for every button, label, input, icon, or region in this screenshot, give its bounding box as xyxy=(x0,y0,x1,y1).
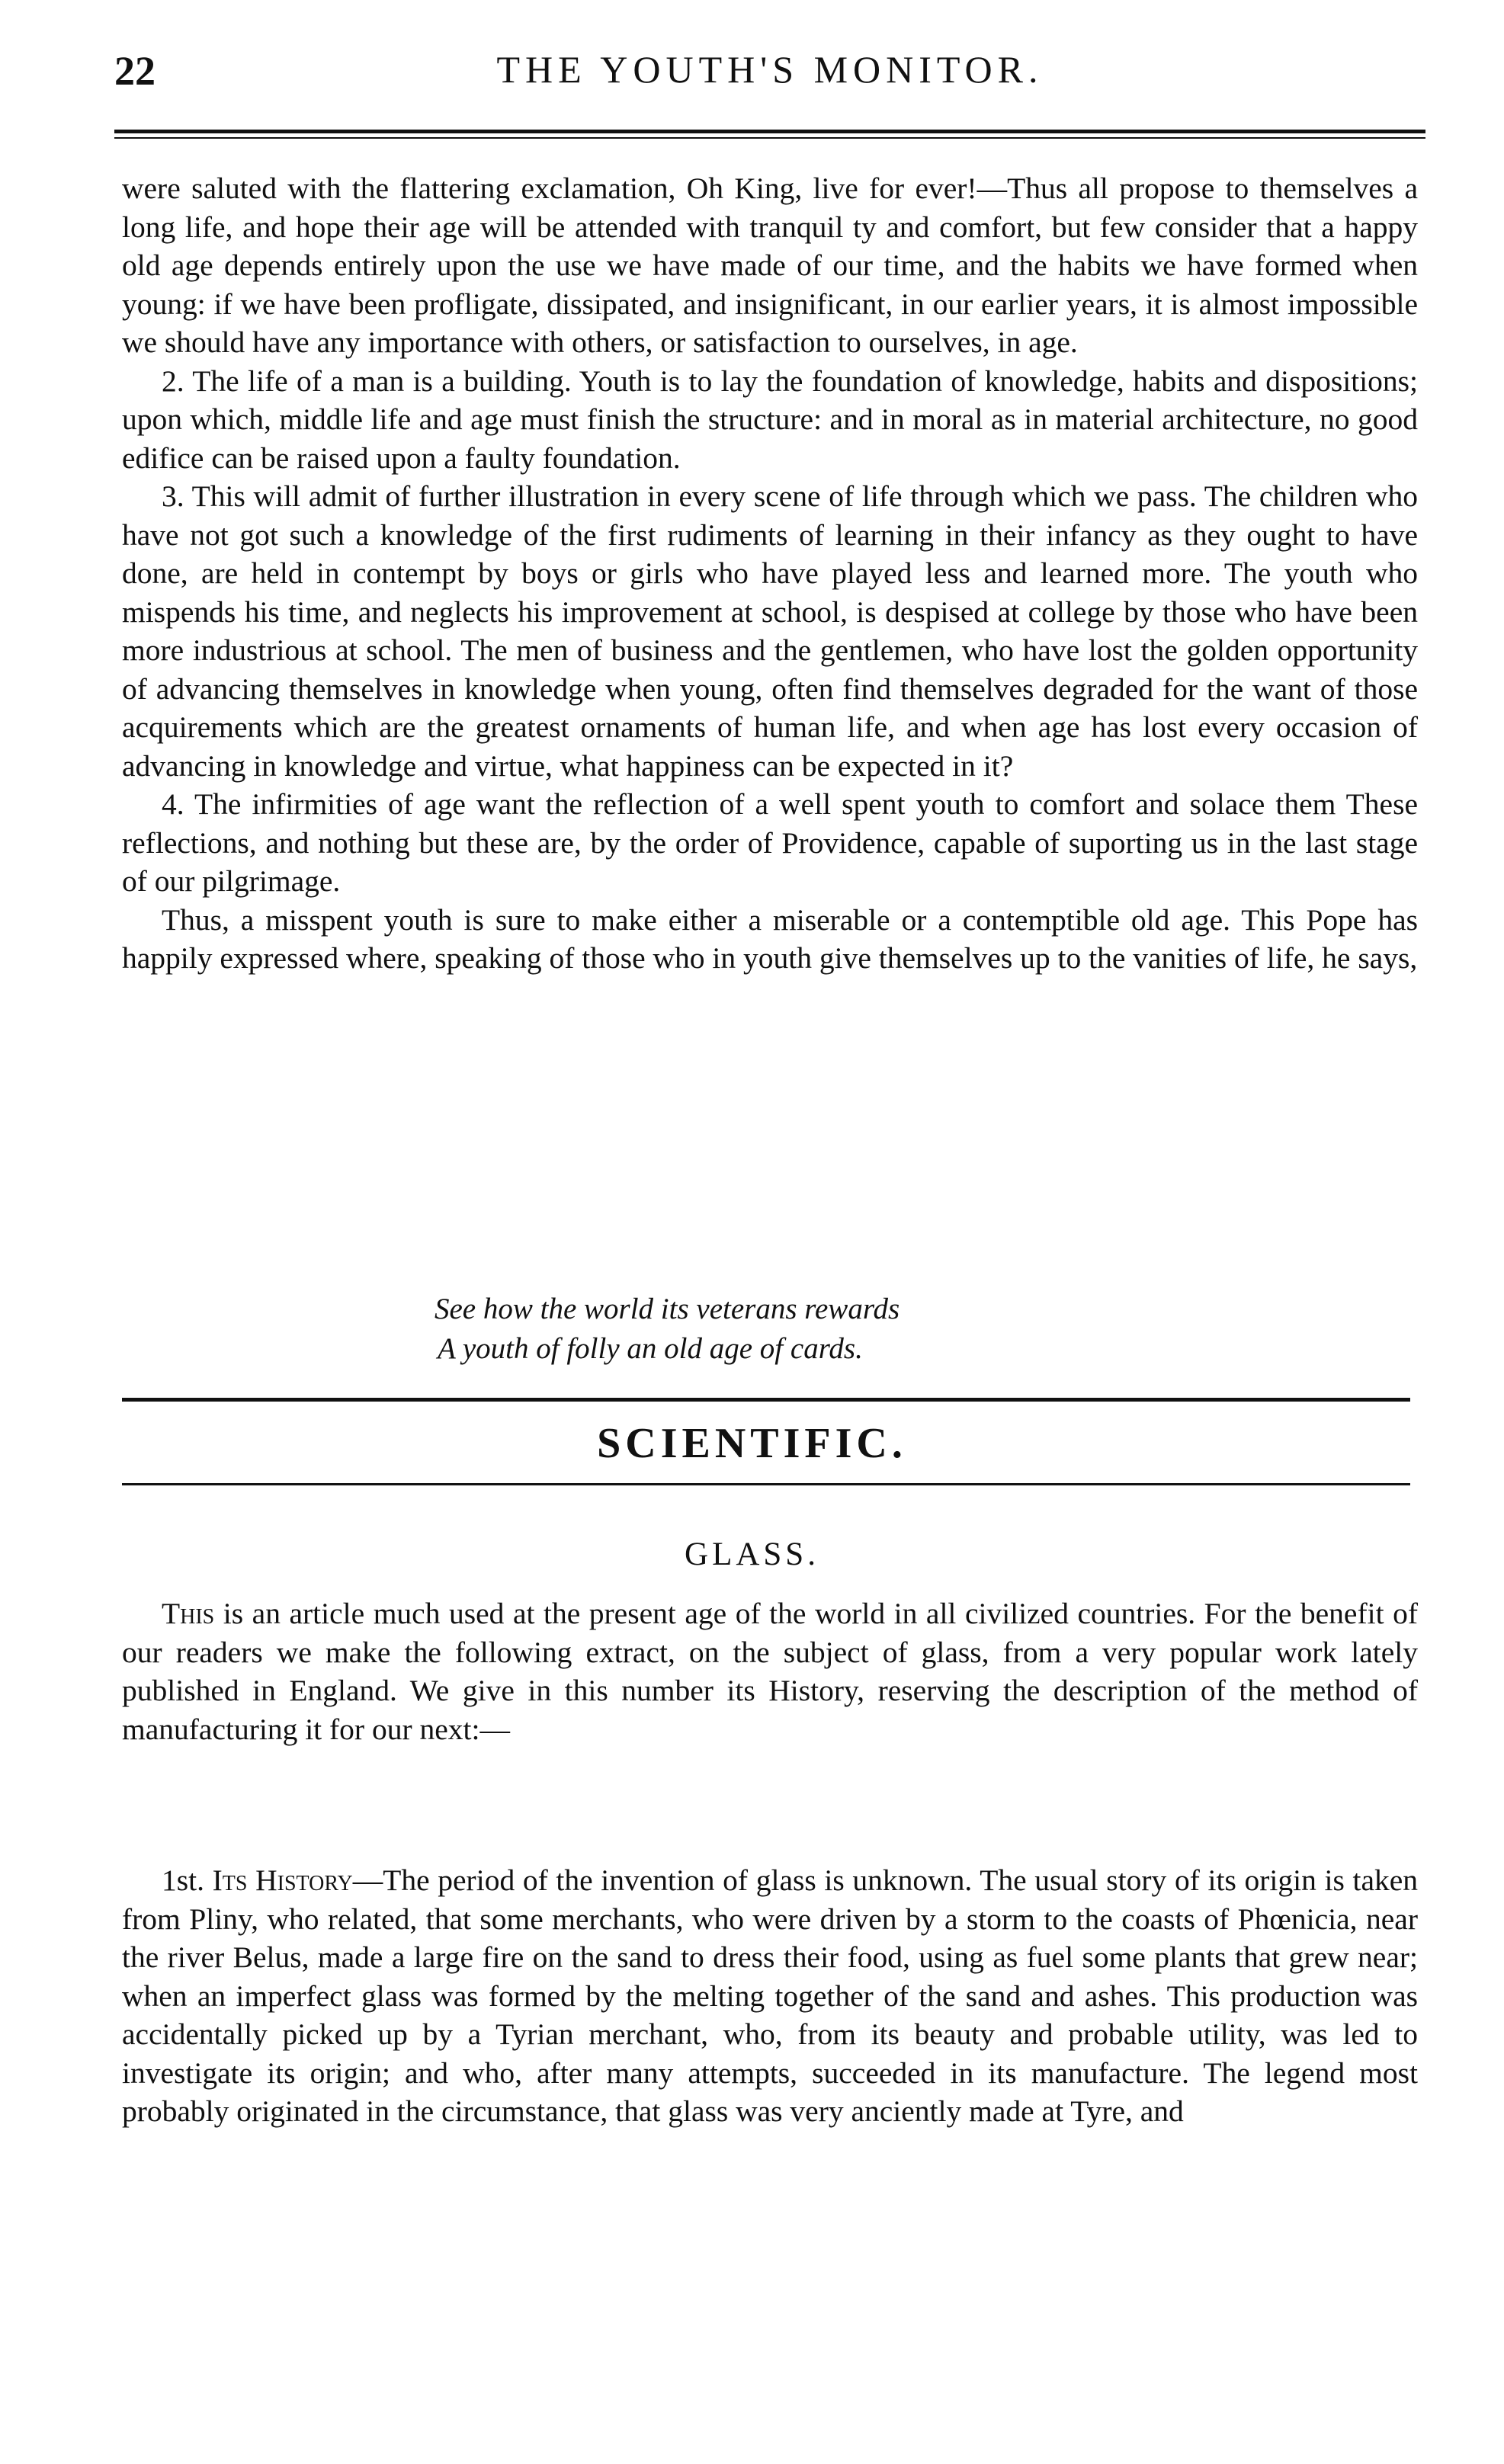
article-intro xyxy=(122,1594,1418,1748)
header-rule-thin xyxy=(114,137,1425,139)
history-text: —The period of the invention of glass is unknown. The usual story of its origin is taken from Pliny, who related, that some merchants, who were driven by a storm to the coasts of Phœnicia, near the river Belus, made a large fire on the sand to dress their food, using as fuel some plants that grew near; when an imperfect glass was formed by the melting together of the sand and ashes. This production was accidentally picked up by a Tyrian merchant, who, from its beauty and probable utility, was led to investigate its origin; and who, after many attempts, succeeded in its manufacture. The legend most probably originated in the circumstance, that glass was very anciently made at Tyre, and xyxy=(122,1863,1419,2128)
article-title: GLASS. xyxy=(685,1536,819,1572)
running-header xyxy=(114,47,1425,101)
verse-line-2: A youth of folly an old age of cards. xyxy=(438,1332,863,1365)
intro-text: is an article much used at the present age of the world in all civilized countries. For the benefit of our readers we make the following extract, on the subject of glass, from a very popular work lately published in England. We give in this number its History, reserving the description of the method of manufacturing it for our next:— xyxy=(122,1597,1418,1746)
header-rule xyxy=(114,130,1425,133)
section-rule-top xyxy=(122,1398,1410,1402)
history-label: Its History xyxy=(212,1863,353,1897)
paragraph-4: 4. The infirmities of age want the reflection of a well spent youth to comfort and solace them These reflections, and nothing but these are, by the order of Providence, capable of suporting us in the last stage of our pilgrimage. xyxy=(122,787,1418,898)
paragraph-2: 2. The life of a man is a building. Youth is to lay the foundation of knowledge, habits and dispositions; upon which, middle life and age must finish the structure: and in moral as in material architecture, no good edifice can be raised upon a faulty foundation. xyxy=(122,364,1418,475)
intro-lead-word: This xyxy=(162,1597,215,1630)
article-history xyxy=(122,1861,1418,2131)
continued-text xyxy=(122,169,1418,978)
paragraph-5: Thus, a misspent youth is sure to make either a miserable or a contemptible old age. This Pope has happily expressed where, speaking of those who in youth give themselves up to the vanities of life, he says, xyxy=(122,902,1418,975)
paragraph-3: 3. This will admit of further illustration in every scene of life through which we pass. The children who have not got such a knowledge of the first rudiments of learning in their infancy as they ought to have done, are held in contempt by boys or girls who have played less and learned more. The youth who mispends his time, and neglects his improvement at school, is despised at college by those who have been more industrious at school. The men of business and the gentlemen, who have lost the golden opportunity of advancing themselves in knowledge when young, often find themselves degraded for the want of those acquirements which are the greatest ornaments of human life, and when age has lost every occasion of advancing in knowledge and virtue, what happiness can be expected in it? xyxy=(122,479,1418,783)
history-number: 1st. xyxy=(162,1863,204,1897)
running-title: THE YOUTH'S MONITOR. xyxy=(496,48,1044,91)
page-number: 22 xyxy=(114,48,156,94)
verse-quotation xyxy=(435,1290,1121,1369)
paragraph-1: were saluted with the flattering exclamation, Oh King, live for ever!—Thus all propose to themselves a long life, and hope their age will be attended with tranquil ty and comfort, but few consider that a happy old age depends entirely upon the use we have made of our time, and the habits we have formed when young: if we have been profligate, dissipated, and insignificant, in our earlier years, it is almost impossible we should have any importance with others, or satisfaction to ourselves, in age. xyxy=(122,171,1418,359)
verse-line-1: See how the world its veterans rewards xyxy=(435,1293,900,1325)
section-rule-bottom xyxy=(122,1483,1410,1485)
section-heading: SCIENTIFIC. xyxy=(597,1420,907,1467)
